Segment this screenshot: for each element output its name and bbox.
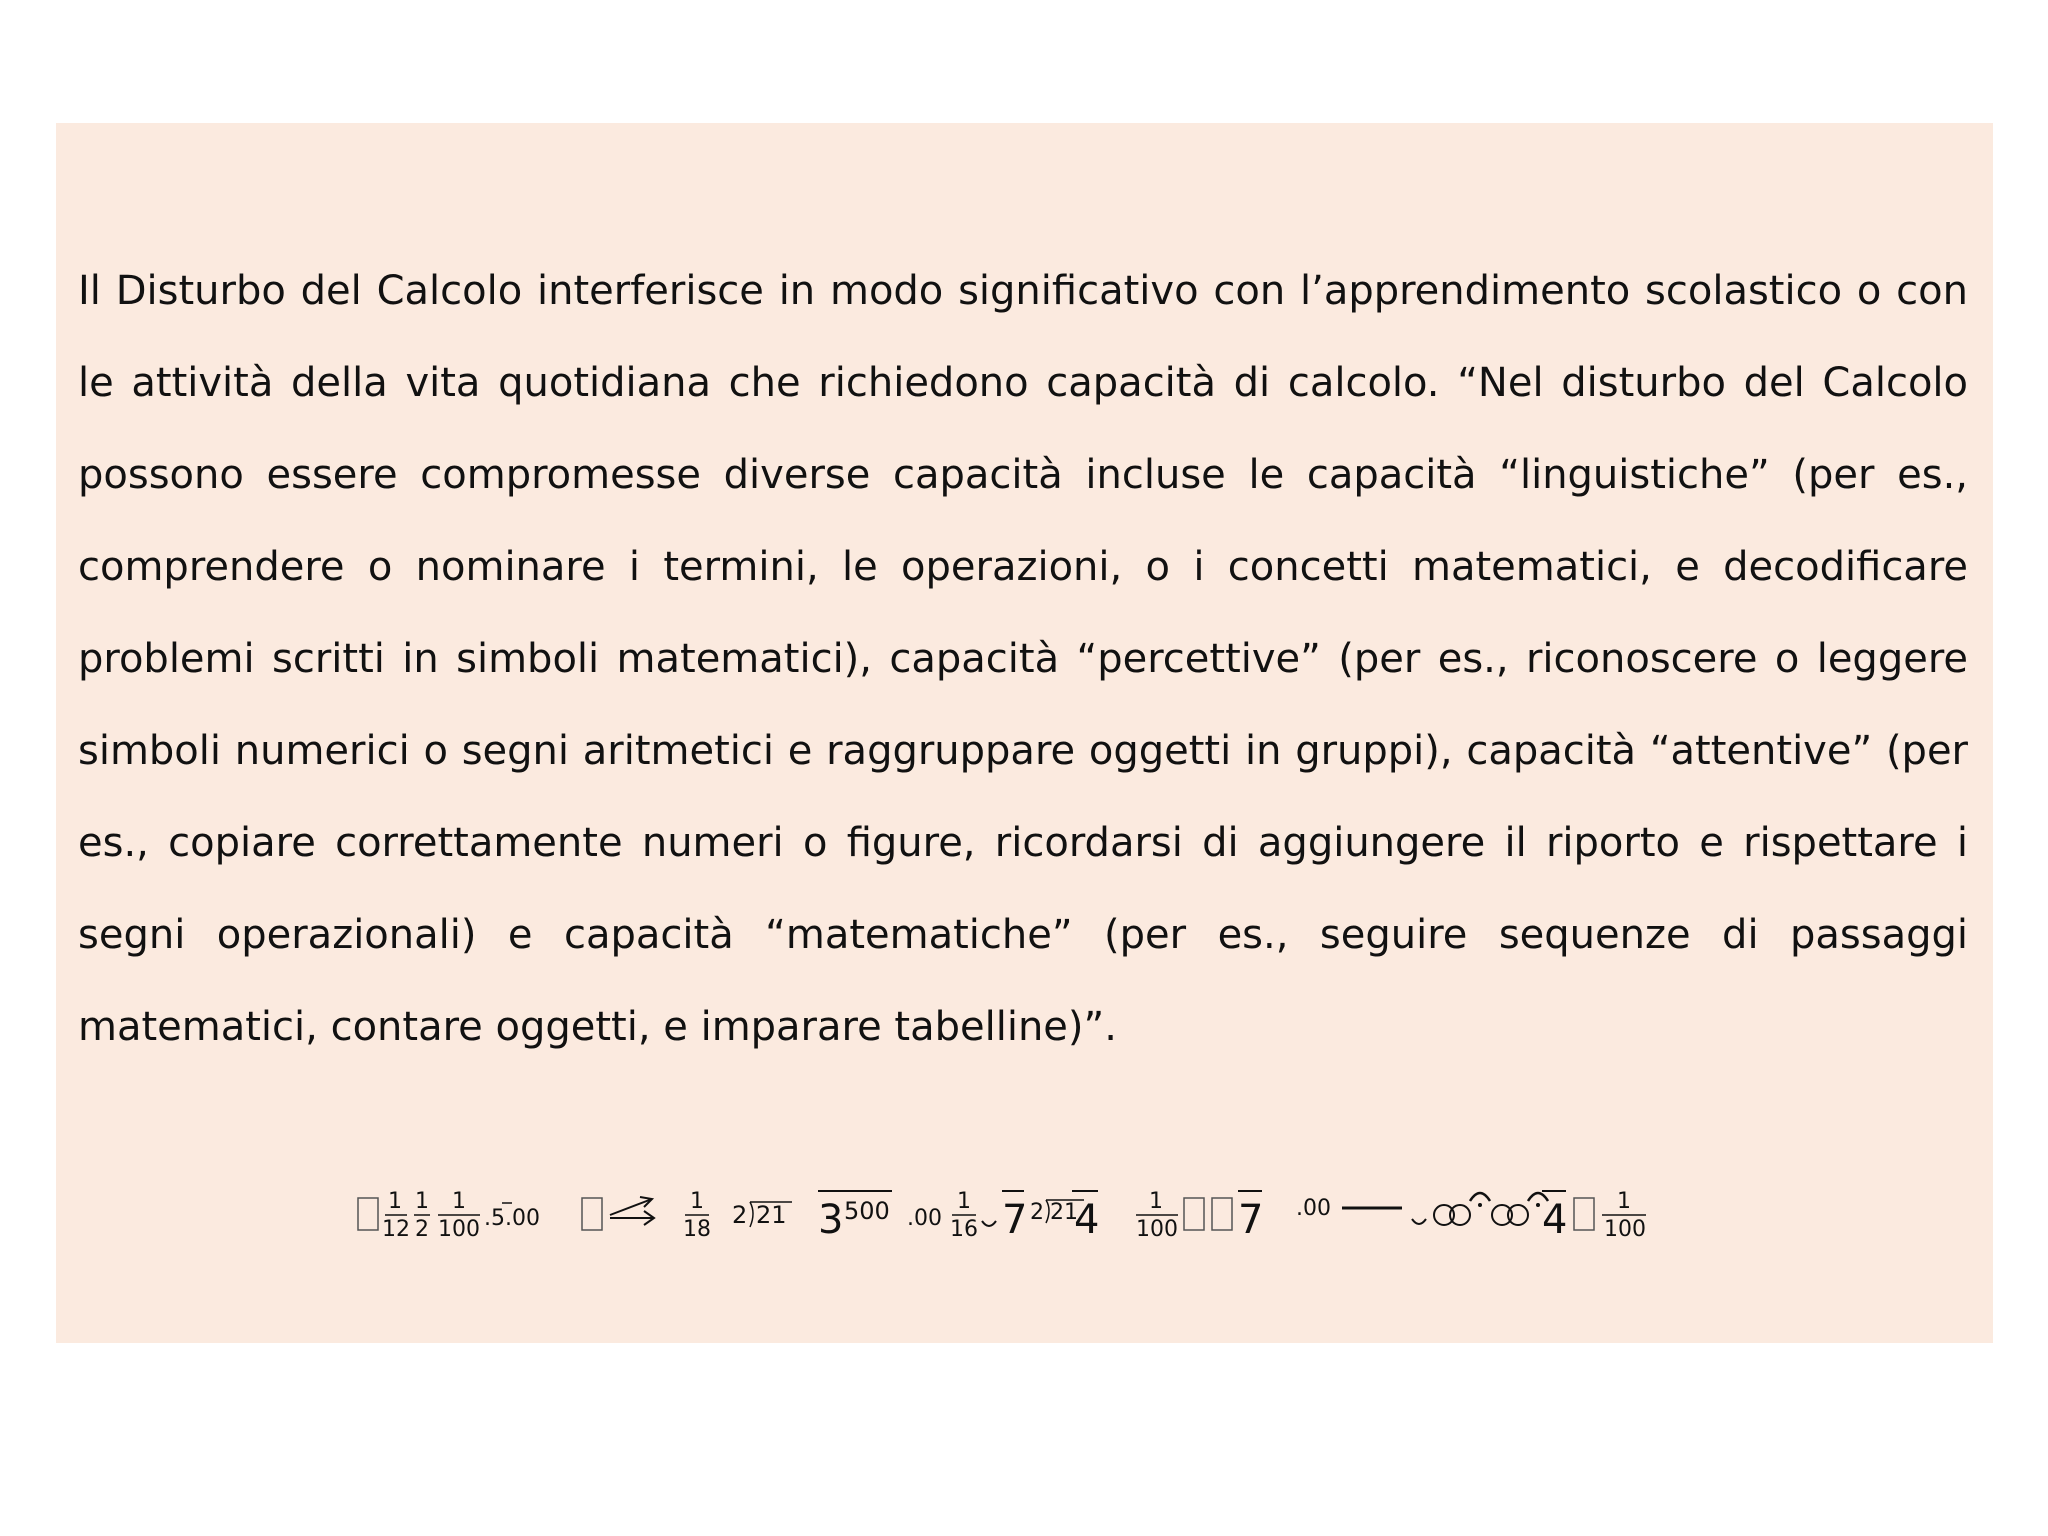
missing-glyph-box	[1184, 1198, 1204, 1230]
fraction-denominator: 100	[438, 1217, 480, 1242]
division-dividend: 21	[756, 1201, 787, 1229]
formula-term: .00	[907, 1206, 942, 1231]
formula-term: 3	[818, 1197, 844, 1243]
formula-term: 7	[1002, 1197, 1028, 1243]
fraction-denominator: 12	[382, 1217, 410, 1242]
body-paragraph: Il Disturbo del Calcolo interferisce in modo significativo con l’apprendimento scolastico o con le attività della vita quotidiana che richiedono capacità di calcolo. “Nel disturbo del Calcolo possono essere compromesse diverse capacità incluse le capacità “linguistiche” (per es., comprendere o nominare i termini, le operazioni, o i concetti matematici, e decodificare problemi scritti in simboli matematici), capacità “percettive” (per es., riconoscere o leggere simboli numerici o segni aritmetici e raggruppare oggetti in gruppi), capacità “attentive” (per es., copiare correttamente numeri o figure, ricordarsi di aggiungere il riporto e rispettare i segni operazionali) e capacità “matematiche” (per es., seguire sequenze di passaggi matematici, contare oggetti, e imparare tabelline)”.	[78, 268, 1968, 1050]
missing-glyph-box	[358, 1198, 378, 1230]
fraction-numerator: 1	[1149, 1189, 1163, 1214]
missing-glyph-box	[1574, 1198, 1594, 1230]
fraction-numerator: 1	[690, 1189, 704, 1214]
division-divisor: 2	[1030, 1200, 1044, 1225]
formula-term: .5.00	[484, 1206, 540, 1231]
fraction-numerator: 1	[415, 1189, 429, 1214]
formula-term: 7	[1238, 1197, 1264, 1243]
fraction-numerator: 1	[388, 1189, 402, 1214]
fraction-numerator: 1	[1617, 1189, 1631, 1214]
missing-glyph-box	[582, 1198, 602, 1230]
formula-term: .00	[1296, 1196, 1331, 1221]
fraction-numerator: 1	[452, 1189, 466, 1214]
formula-term: 500	[844, 1197, 890, 1225]
division-dividend: 21	[1050, 1200, 1078, 1225]
fraction-denominator: 2	[415, 1217, 429, 1242]
fraction-denominator: 100	[1136, 1217, 1178, 1242]
formula-term: 4	[1074, 1197, 1100, 1243]
fraction-denominator: 18	[683, 1217, 711, 1242]
fraction-numerator: 1	[957, 1189, 971, 1214]
formula-term: 4	[1542, 1197, 1568, 1243]
fraction-denominator: 100	[1604, 1217, 1646, 1242]
division-divisor: 2	[732, 1201, 748, 1229]
missing-glyph-box	[1212, 1198, 1232, 1230]
garbled-formula-strip	[352, 1175, 1712, 1245]
fraction-denominator: 16	[950, 1217, 978, 1242]
